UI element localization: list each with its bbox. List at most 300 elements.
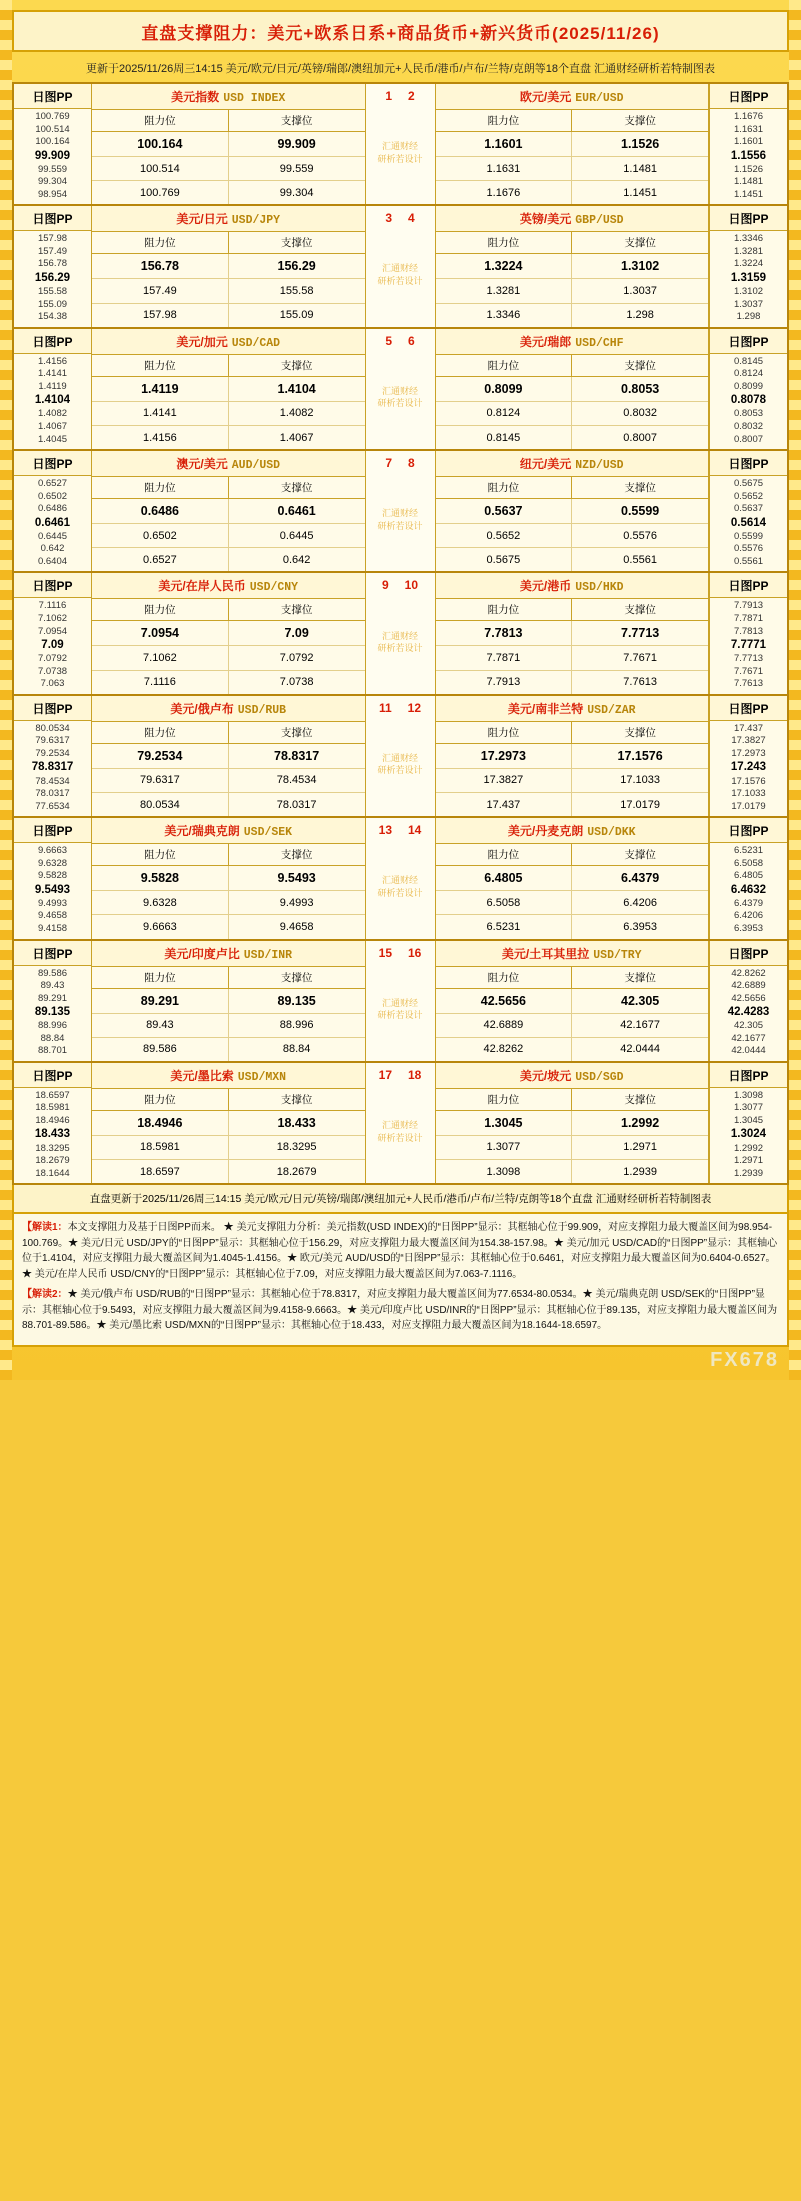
- support-value: 18.433: [277, 1115, 316, 1130]
- table-row: [92, 132, 365, 157]
- table-row: [92, 181, 365, 204]
- pp-scale-list: [710, 721, 787, 816]
- index-left: 9: [381, 578, 389, 593]
- pair-header: [92, 1063, 365, 1089]
- pp-level: 80.0534: [35, 722, 70, 734]
- resistance-value: 1.1601: [436, 132, 573, 156]
- pp-level: 18.3295: [35, 1142, 70, 1154]
- sr-rows: [436, 866, 709, 938]
- index-right: 6: [408, 333, 415, 348]
- support-value: 9.4658: [279, 920, 314, 933]
- pp-level: 1.1481: [733, 176, 764, 188]
- pp-level: 0.5614: [730, 516, 767, 529]
- block-index: [379, 818, 422, 841]
- support-value: 0.8007: [623, 431, 657, 444]
- table-row: [436, 891, 709, 915]
- pp-level: 154.38: [37, 311, 68, 323]
- sr-rows: [92, 499, 365, 571]
- pp-scale-right: [709, 84, 787, 204]
- pp-level: 79.6317: [35, 735, 70, 747]
- table-row: [436, 1111, 709, 1136]
- center-watermark: 汇通财经 研析若设计: [377, 508, 423, 531]
- pp-level: 78.8317: [31, 761, 74, 774]
- pp-scale-header: 日图PP: [710, 1063, 787, 1088]
- pp-level: 88.701: [37, 1045, 68, 1057]
- pp-scale-list: [710, 476, 787, 571]
- support-value: 0.5561: [623, 553, 657, 566]
- table-row: [92, 499, 365, 524]
- pp-scale-right: [709, 451, 787, 571]
- resistance-value: 1.3098: [436, 1160, 573, 1183]
- support-header: 支撑位: [280, 1093, 313, 1106]
- pp-scale-right: [709, 818, 787, 938]
- table-row: [436, 646, 709, 670]
- pp-level: 9.6328: [37, 857, 68, 869]
- pp-level: 0.8053: [733, 408, 764, 420]
- pp-level: 42.1677: [731, 1032, 766, 1044]
- support-value: 1.2971: [623, 1141, 657, 1154]
- pp-level: 0.6461: [34, 516, 71, 529]
- resistance-value: 18.5981: [92, 1136, 229, 1159]
- sr-rows: [92, 621, 365, 693]
- pp-level: 7.063: [40, 678, 65, 690]
- resistance-value: 9.5828: [92, 866, 229, 890]
- support-value: 7.7671: [623, 652, 657, 665]
- pp-level: 0.5675: [733, 478, 764, 490]
- support-value: 7.0792: [279, 652, 314, 665]
- resistance-value: 7.7913: [436, 671, 573, 694]
- index-right: 14: [408, 823, 422, 838]
- resistance-header: 阻力位: [436, 477, 573, 498]
- pp-level: 7.7771: [730, 639, 767, 652]
- resistance-value: 42.5656: [436, 989, 573, 1013]
- table-row: [436, 671, 709, 694]
- pp-level: 6.4379: [733, 897, 764, 909]
- pair-name-cn: 美元/南非兰特: [507, 701, 584, 716]
- support-value: 7.7713: [621, 626, 660, 641]
- pair-name-en: USD/CHF: [575, 336, 624, 350]
- resistance-value: 0.5675: [436, 548, 573, 571]
- pair-block: [14, 818, 787, 940]
- sr-rows: [436, 132, 709, 204]
- pp-level: 9.5828: [37, 870, 68, 882]
- pp-level: 7.0792: [37, 653, 68, 665]
- index-right: 18: [408, 1067, 422, 1082]
- pp-scale-list: [710, 843, 787, 938]
- pp-scale-list: [14, 721, 91, 816]
- pair-name-cn: 澳元/美元: [176, 457, 228, 472]
- resistance-value: 7.7871: [436, 646, 573, 669]
- pair-name-cn: 美元/在岸人民币: [158, 579, 246, 594]
- pp-level: 88.996: [37, 1020, 68, 1032]
- pp-level: 42.0444: [731, 1045, 766, 1057]
- sr-header: [436, 110, 709, 132]
- block-center: [366, 696, 436, 816]
- pp-scale-list: [14, 109, 91, 204]
- resistance-header: 阻力位: [92, 477, 229, 498]
- pair-name-en: USD/CAD: [231, 336, 281, 350]
- resistance-value: 9.6328: [92, 891, 229, 914]
- pp-scale-header: 日图PP: [710, 84, 787, 109]
- pp-level: 0.8099: [733, 380, 764, 392]
- pair-name-en: USD/JPY: [231, 214, 281, 228]
- pp-scale-header: 日图PP: [14, 573, 91, 598]
- pp-level: 9.5493: [34, 883, 71, 896]
- pp-level: 6.4805: [733, 870, 764, 882]
- sr-header: [436, 1089, 709, 1111]
- table-row: [92, 1014, 365, 1038]
- sr-header: [436, 232, 709, 254]
- pp-level: 88.84: [40, 1032, 65, 1044]
- resistance-value: 156.78: [92, 254, 229, 278]
- pp-level: 155.09: [37, 298, 68, 310]
- page-title: 直盘支撑阻力：美元+欧系日系+商品货币+新兴货币(2025/11/26): [141, 24, 660, 43]
- resistance-value: 0.6527: [92, 548, 229, 571]
- pp-scale-right: [709, 696, 787, 816]
- pp-scale-list: [14, 354, 91, 449]
- pp-scale-list: [14, 966, 91, 1061]
- block-index: [385, 451, 414, 474]
- sr-header: [92, 110, 365, 132]
- sr-header: [92, 844, 365, 866]
- sr-header: [92, 355, 365, 377]
- index-left: 5: [385, 333, 392, 348]
- pp-level: 0.5637: [733, 503, 764, 515]
- pp-scale-header: 日图PP: [14, 818, 91, 843]
- pp-level: 0.5561: [733, 555, 764, 567]
- pp-scale-right: [709, 206, 787, 326]
- footer-note: 直盘更新于2025/11/26周三14:15 美元/欧元/日元/英镑/瑞郎/澳纽加元+人民币/港币/卢布/兰特/克朗等18个直盘 汇通财经研析若特制图表: [12, 1185, 789, 1214]
- pp-level: 1.4045: [37, 433, 68, 445]
- pair-block: [14, 84, 787, 206]
- block-center: [366, 84, 436, 204]
- pp-level: 7.7813: [733, 625, 764, 637]
- pp-level: 7.0954: [37, 625, 68, 637]
- table-row: [436, 769, 709, 793]
- note-1-text: 本文支撑阻力及基于日图PP而来。 ★ 美元支撑阻力分析：美元指数(USD INDEX)的“日图PP”显示：其框轴心位于99.909，对应支撑阻力最大覆盖区间为98.954-100.769。★ 美元/日元 USD/JPY的“日图PP”显示：其框轴心位于156.29，对应支撑阻力最大覆盖区间为154.38-157.98。★ 美元/加元 USD/CAD的“日图PP”显示：其框轴心位于1.4104，对应支撑阻力最大覆盖区间为1.4045-1.4156。★ 欧元/美元 AUD/USD的“日图PP”显示：其框轴心位于0.6461，对应支撑阻力最大覆盖区间为0.6404-0.6527。★ 美元/在岸人民币 USD/CNY的“日图PP”显示：其框轴心位于7.09，对应支撑阻力最大覆盖区间为7.063-7.1116。: [22, 1222, 778, 1280]
- resistance-header: 阻力位: [92, 599, 229, 620]
- table-row: [436, 1038, 709, 1061]
- resistance-header: 阻力位: [436, 1089, 573, 1110]
- pp-level: 1.3346: [733, 233, 764, 245]
- pair-name-en: USD INDEX: [223, 92, 286, 105]
- resistance-header: 阻力位: [92, 232, 229, 253]
- pp-level: 0.5652: [733, 490, 764, 502]
- table-row: [436, 377, 709, 402]
- index-left: 15: [378, 945, 392, 960]
- block-center: [366, 573, 436, 693]
- pair-column: [92, 451, 366, 571]
- pp-level: 100.164: [35, 136, 70, 148]
- pp-scale-list: [710, 598, 787, 693]
- pp-scale-header: 日图PP: [14, 206, 91, 231]
- pp-scale-header: 日图PP: [14, 1063, 91, 1088]
- brand-watermark: FX678: [710, 1348, 779, 1371]
- table-row: [436, 304, 709, 327]
- resistance-value: 1.1631: [436, 157, 573, 180]
- support-value: 0.6461: [277, 504, 316, 519]
- center-watermark: 汇通财经 研析若设计: [377, 997, 423, 1021]
- resistance-value: 1.4141: [92, 402, 229, 425]
- resistance-header: 阻力位: [436, 844, 573, 865]
- support-value: 99.304: [279, 186, 314, 199]
- block-center: [366, 1063, 436, 1183]
- support-value: 156.29: [277, 259, 316, 274]
- pair-column: [436, 941, 710, 1061]
- pp-scale-left: [14, 84, 92, 204]
- sr-rows: [436, 744, 709, 816]
- pair-name-cn: 纽元/美元: [519, 457, 572, 472]
- note-1: [22, 1220, 779, 1282]
- resistance-value: 18.6597: [92, 1160, 229, 1183]
- support-header: 支撑位: [280, 237, 313, 250]
- support-value: 18.2679: [276, 1165, 317, 1178]
- resistance-value: 89.291: [92, 989, 229, 1013]
- table-row: [92, 621, 365, 646]
- sr-header: [92, 477, 365, 499]
- pp-scale-header: 日图PP: [14, 329, 91, 354]
- sr-rows: [92, 866, 365, 938]
- pp-level: 7.7613: [733, 678, 764, 690]
- pp-level: 7.7871: [733, 612, 764, 624]
- pp-level: 42.5656: [731, 992, 766, 1004]
- block-center: [366, 451, 436, 571]
- resistance-value: 0.5652: [436, 524, 573, 547]
- resistance-header: 阻力位: [92, 967, 229, 988]
- pp-level: 89.43: [40, 980, 65, 992]
- block-center: [366, 941, 436, 1061]
- table-row: [92, 402, 365, 426]
- pair-column: [92, 1063, 366, 1183]
- pp-scale-left: [14, 941, 92, 1061]
- pp-scale-left: [14, 329, 92, 449]
- pp-scale-header: 日图PP: [710, 941, 787, 966]
- pp-level: 98.954: [37, 188, 68, 200]
- pp-level: 42.4283: [727, 1006, 770, 1019]
- pair-name-en: USD/ZAR: [587, 703, 636, 717]
- pp-level: 17.243: [730, 761, 767, 774]
- pp-level: 42.305: [733, 1020, 764, 1032]
- center-watermark: 汇通财经 研析若设计: [377, 875, 423, 898]
- sr-rows: [92, 744, 365, 816]
- resistance-value: 0.6486: [92, 499, 229, 523]
- pp-scale-left: [14, 206, 92, 326]
- pair-name-en: USD/CNY: [249, 581, 299, 595]
- pp-scale-right: [709, 1063, 787, 1183]
- sr-rows: [436, 621, 709, 693]
- pp-level: 6.3953: [733, 922, 764, 934]
- table-row: [436, 989, 709, 1014]
- center-watermark: 汇通财经 研析若设计: [377, 630, 423, 654]
- pair-header: [436, 818, 709, 844]
- pp-scale-left: [14, 818, 92, 938]
- block-index: [382, 573, 418, 596]
- support-value: 17.1576: [617, 748, 663, 763]
- pp-level: 99.909: [34, 149, 71, 162]
- pp-level: 0.8032: [733, 421, 764, 433]
- pp-scale-list: [14, 1088, 91, 1183]
- pp-scale-right: [709, 329, 787, 449]
- pp-level: 17.1033: [731, 788, 766, 800]
- pp-scale-left: [14, 696, 92, 816]
- pair-header: [92, 573, 365, 599]
- pp-level: 7.1062: [37, 612, 68, 624]
- title-bar: [12, 10, 789, 52]
- resistance-value: 18.4946: [92, 1111, 229, 1135]
- table-row: [436, 1136, 709, 1160]
- pair-block: [14, 451, 787, 573]
- support-value: 78.0317: [276, 798, 317, 811]
- pp-scale-header: 日图PP: [710, 573, 787, 598]
- table-row: [92, 646, 365, 670]
- support-value: 42.1677: [620, 1019, 660, 1032]
- support-value: 0.8032: [623, 407, 657, 420]
- pp-scale-list: [710, 231, 787, 326]
- block-index: [385, 329, 414, 352]
- resistance-header: 阻力位: [436, 232, 573, 253]
- index-left: 11: [378, 700, 392, 715]
- table-row: [92, 426, 365, 449]
- support-value: 42.0444: [620, 1043, 660, 1056]
- pair-name-cn: 美元/日元: [176, 212, 228, 227]
- block-index: [385, 206, 414, 229]
- resistance-value: 1.3281: [436, 279, 573, 302]
- pp-scale-right: [709, 941, 787, 1061]
- pp-level: 7.1116: [38, 600, 67, 612]
- sr-header: [92, 722, 365, 744]
- resistance-header: 阻力位: [92, 1089, 229, 1110]
- pp-scale-header: 日图PP: [710, 329, 787, 354]
- pp-level: 1.3024: [730, 1128, 767, 1141]
- table-row: [436, 402, 709, 426]
- pair-block: [14, 696, 787, 818]
- sr-rows: [436, 377, 709, 449]
- support-value: 7.09: [284, 626, 309, 641]
- pair-name-en: USD/MXN: [237, 1070, 287, 1084]
- table-row: [92, 548, 365, 571]
- table-row: [436, 915, 709, 938]
- pp-level: 0.6404: [37, 555, 68, 567]
- pp-level: 0.5599: [733, 530, 764, 542]
- resistance-header: 阻力位: [436, 599, 573, 620]
- block-center: [366, 206, 436, 326]
- resistance-value: 1.4156: [92, 426, 229, 449]
- resistance-header: 阻力位: [92, 722, 229, 743]
- resistance-value: 0.8099: [436, 377, 573, 401]
- sr-header: [436, 355, 709, 377]
- pp-scale-header: 日图PP: [14, 84, 91, 109]
- pp-level: 89.135: [34, 1006, 71, 1019]
- pair-name-cn: 美元/俄卢布: [170, 701, 234, 716]
- pp-scale-header: 日图PP: [14, 941, 91, 966]
- support-value: 6.4206: [623, 896, 657, 909]
- pair-column: [92, 329, 366, 449]
- table-row: [436, 1160, 709, 1183]
- support-header: 支撑位: [624, 1093, 656, 1106]
- pair-header: [436, 941, 709, 967]
- resistance-value: 0.8145: [436, 426, 573, 449]
- pair-column: [92, 941, 366, 1061]
- pair-block: [14, 329, 787, 451]
- support-value: 17.1033: [620, 774, 660, 787]
- block-index: [379, 696, 421, 719]
- sr-rows: [436, 989, 709, 1061]
- pp-level: 157.49: [37, 245, 68, 257]
- pp-level: 18.6597: [35, 1089, 70, 1101]
- page-subtitle: 更新于2025/11/26周三14:15 美元/欧元/日元/英镑/瑞郎/澳纽加元+人民币/港币/卢布/兰特/克朗等18个直盘 汇通财经研析若特制图表: [85, 63, 716, 75]
- pp-level: 99.559: [37, 163, 68, 175]
- support-value: 155.09: [279, 309, 314, 322]
- table-row: [92, 1160, 365, 1183]
- pp-level: 1.3224: [733, 258, 764, 270]
- table-row: [92, 157, 365, 181]
- support-header: 支撑位: [624, 726, 656, 739]
- pp-level: 1.1451: [733, 188, 764, 200]
- support-value: 1.3102: [621, 259, 660, 274]
- sr-header: [436, 967, 709, 989]
- pair-name-cn: 英镑/美元: [519, 212, 572, 227]
- support-value: 99.559: [279, 162, 314, 175]
- support-header: 支撑位: [280, 482, 313, 495]
- resistance-value: 80.0534: [92, 793, 229, 816]
- pair-column: [436, 696, 710, 816]
- note-2: [22, 1287, 779, 1334]
- resistance-value: 42.6889: [436, 1014, 573, 1037]
- pair-block: [14, 941, 787, 1063]
- pair-name-cn: 美元/印度卢比: [164, 946, 240, 961]
- pair-name-en: EUR/USD: [575, 92, 624, 105]
- resistance-value: 1.3224: [436, 254, 573, 278]
- support-header: 支撑位: [624, 359, 656, 372]
- table-row: [436, 181, 709, 204]
- pp-level: 1.4156: [37, 355, 68, 367]
- pp-level: 6.4632: [730, 883, 767, 896]
- pair-header: [436, 573, 709, 599]
- support-value: 6.3953: [623, 920, 657, 933]
- pp-level: 0.8145: [733, 355, 764, 367]
- table-row: [92, 744, 365, 769]
- pair-header: [436, 206, 709, 232]
- sr-header: [92, 1089, 365, 1111]
- pp-level: 1.4141: [37, 368, 68, 380]
- pp-level: 17.437: [733, 722, 764, 734]
- support-header: 支撑位: [280, 726, 313, 739]
- index-left: 1: [385, 89, 392, 103]
- support-value: 78.4534: [276, 774, 317, 787]
- pp-level: 17.0179: [731, 800, 766, 812]
- pair-column: [436, 573, 710, 693]
- pp-level: 1.3045: [733, 1114, 764, 1126]
- pp-level: 155.58: [37, 286, 68, 298]
- pair-name-cn: 美元/瑞典克朗: [164, 824, 240, 839]
- sr-rows: [92, 1111, 365, 1183]
- table-row: [436, 254, 709, 279]
- pp-scale-header: 日图PP: [14, 451, 91, 476]
- sr-rows: [436, 1111, 709, 1183]
- support-header: 支撑位: [624, 604, 656, 617]
- index-left: 3: [385, 211, 392, 226]
- sr-rows: [92, 132, 365, 204]
- pp-level: 1.1631: [733, 123, 764, 135]
- pp-scale-left: [14, 573, 92, 693]
- index-right: 10: [404, 578, 419, 593]
- pp-level: 89.291: [37, 992, 68, 1004]
- table-row: [92, 377, 365, 402]
- resistance-value: 6.5231: [436, 915, 573, 938]
- pp-level: 1.2939: [733, 1167, 764, 1179]
- pp-level: 1.3077: [733, 1102, 764, 1114]
- resistance-header: 阻力位: [436, 967, 573, 988]
